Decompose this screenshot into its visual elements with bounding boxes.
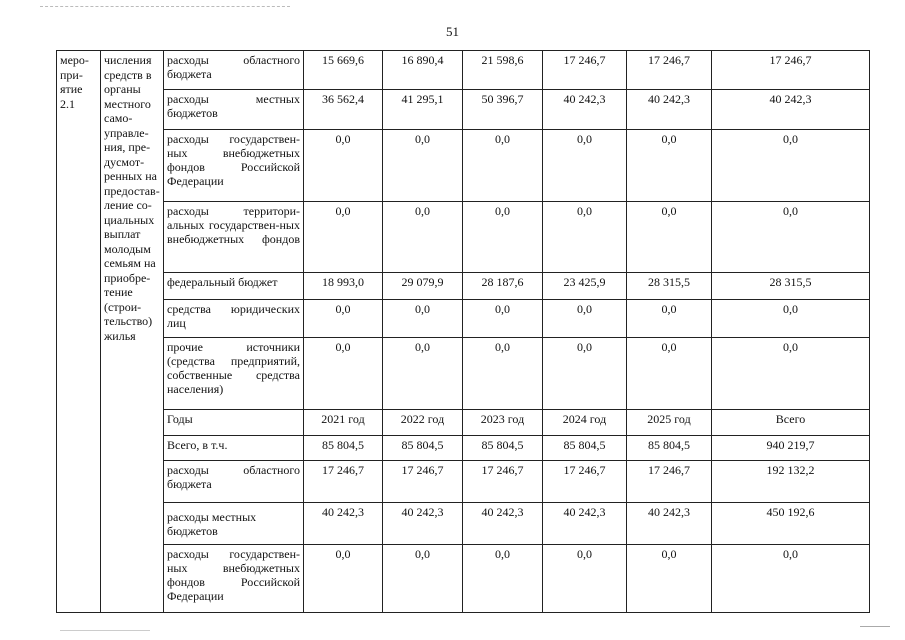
- value-cell: 0,0: [383, 130, 463, 202]
- value-cell: 23 425,9: [543, 273, 627, 300]
- row-label: Годы: [164, 410, 304, 436]
- page-number: 51: [446, 24, 459, 39]
- table-row: [57, 436, 870, 461]
- value-cell: 0,0: [712, 130, 870, 202]
- table-row: [57, 202, 870, 273]
- value-cell: 0,0: [304, 545, 383, 613]
- value-cell: 40 242,3: [627, 90, 712, 130]
- value-cell: 0,0: [463, 130, 543, 202]
- value-cell: 0,0: [627, 130, 712, 202]
- value-cell: 85 804,5: [304, 436, 383, 461]
- value-cell: 85 804,5: [627, 436, 712, 461]
- year-header: 2022 год: [383, 410, 463, 436]
- value-cell: 17 246,7: [627, 461, 712, 503]
- value-cell: 15 669,6: [304, 51, 383, 90]
- scan-corner-mark: [860, 626, 890, 627]
- value-cell: 0,0: [543, 202, 627, 273]
- value-cell: 17 246,7: [627, 51, 712, 90]
- value-cell: 0,0: [383, 300, 463, 338]
- value-cell: 0,0: [627, 300, 712, 338]
- value-cell: 0,0: [463, 338, 543, 410]
- row-label: расходы областного бюджета: [164, 51, 304, 90]
- value-cell: 17 246,7: [304, 461, 383, 503]
- table-row: [57, 503, 870, 545]
- value-cell: 940 219,7: [712, 436, 870, 461]
- value-cell: 17 246,7: [383, 461, 463, 503]
- value-cell: 17 246,7: [463, 461, 543, 503]
- value-cell: 40 242,3: [712, 90, 870, 130]
- value-cell: 0,0: [543, 545, 627, 613]
- budget-table: [56, 50, 870, 613]
- value-cell: 50 396,7: [463, 90, 543, 130]
- value-cell: 0,0: [463, 300, 543, 338]
- value-cell: 0,0: [383, 545, 463, 613]
- table-row: [57, 300, 870, 338]
- value-cell: 0,0: [383, 338, 463, 410]
- value-cell: 85 804,5: [543, 436, 627, 461]
- measure-description-cell: [101, 51, 164, 613]
- scan-bottom-rule: [60, 630, 150, 631]
- scan-top-rule: [40, 6, 290, 7]
- value-cell: 28 315,5: [627, 273, 712, 300]
- value-cell: 40 242,3: [543, 503, 627, 545]
- row-label: расходы территори-альных государствен-ных внебюджетных фондов: [164, 202, 304, 273]
- value-cell: 0,0: [383, 202, 463, 273]
- value-cell: 0,0: [304, 338, 383, 410]
- value-cell: 0,0: [712, 545, 870, 613]
- row-label: Всего, в т.ч.: [164, 436, 304, 461]
- table-row: [57, 130, 870, 202]
- table-row: [57, 545, 870, 613]
- table-row: [57, 410, 870, 436]
- value-cell: 0,0: [304, 202, 383, 273]
- value-cell: 0,0: [712, 300, 870, 338]
- total-header: Всего: [712, 410, 870, 436]
- table-row: [57, 273, 870, 300]
- row-label: расходы государствен-ных внебюджетных фондов Российской Федерации: [164, 130, 304, 202]
- value-cell: 0,0: [627, 545, 712, 613]
- year-header: 2023 год: [463, 410, 543, 436]
- measure-number-text: меро- при- ятие 2.1: [60, 53, 89, 111]
- value-cell: 0,0: [712, 202, 870, 273]
- table-row: [57, 51, 870, 90]
- value-cell: 21 598,6: [463, 51, 543, 90]
- row-label: федеральный бюджет: [164, 273, 304, 300]
- value-cell: 28 315,5: [712, 273, 870, 300]
- table-row: [57, 90, 870, 130]
- value-cell: 18 993,0: [304, 273, 383, 300]
- value-cell: 0,0: [627, 338, 712, 410]
- value-cell: 0,0: [304, 130, 383, 202]
- value-cell: 0,0: [304, 300, 383, 338]
- row-label: средства юридических лиц: [164, 300, 304, 338]
- value-cell: 0,0: [543, 300, 627, 338]
- value-cell: 16 890,4: [383, 51, 463, 90]
- value-cell: 29 079,9: [383, 273, 463, 300]
- row-label: расходы государствен-ных внебюджетных фондов Российской Федерации: [164, 545, 304, 613]
- value-cell: 40 242,3: [627, 503, 712, 545]
- value-cell: 450 192,6: [712, 503, 870, 545]
- value-cell: 0,0: [463, 202, 543, 273]
- value-cell: 28 187,6: [463, 273, 543, 300]
- value-cell: 192 132,2: [712, 461, 870, 503]
- value-cell: 17 246,7: [543, 51, 627, 90]
- row-label: расходы областного бюджета: [164, 461, 304, 503]
- value-cell: 0,0: [627, 202, 712, 273]
- value-cell: 41 295,1: [383, 90, 463, 130]
- value-cell: 85 804,5: [383, 436, 463, 461]
- value-cell: 36 562,4: [304, 90, 383, 130]
- value-cell: 0,0: [463, 545, 543, 613]
- value-cell: 40 242,3: [463, 503, 543, 545]
- measure-number-cell: [57, 51, 101, 613]
- value-cell: 40 242,3: [383, 503, 463, 545]
- row-label: расходы местных бюджетов: [164, 90, 304, 130]
- measure-description-text: числения средств в органы местного само- управле- ния, пре- дусмот- ренных на предостав- ление со- циальных выплат молодым семьям на приобре- тение (строи- тельство) жилья: [104, 53, 160, 343]
- table-row: [57, 461, 870, 503]
- value-cell: 0,0: [543, 338, 627, 410]
- row-label: расходы местных бюджетов: [164, 503, 304, 545]
- value-cell: 17 246,7: [543, 461, 627, 503]
- year-header: 2021 год: [304, 410, 383, 436]
- year-header: 2025 год: [627, 410, 712, 436]
- value-cell: 0,0: [712, 338, 870, 410]
- value-cell: 40 242,3: [543, 90, 627, 130]
- year-header: 2024 год: [543, 410, 627, 436]
- value-cell: 85 804,5: [463, 436, 543, 461]
- value-cell: 40 242,3: [304, 503, 383, 545]
- value-cell: 0,0: [543, 130, 627, 202]
- table-row: [57, 338, 870, 410]
- value-cell: 17 246,7: [712, 51, 870, 90]
- row-label: прочие источники (средства предприятий, собственные средства населения): [164, 338, 304, 410]
